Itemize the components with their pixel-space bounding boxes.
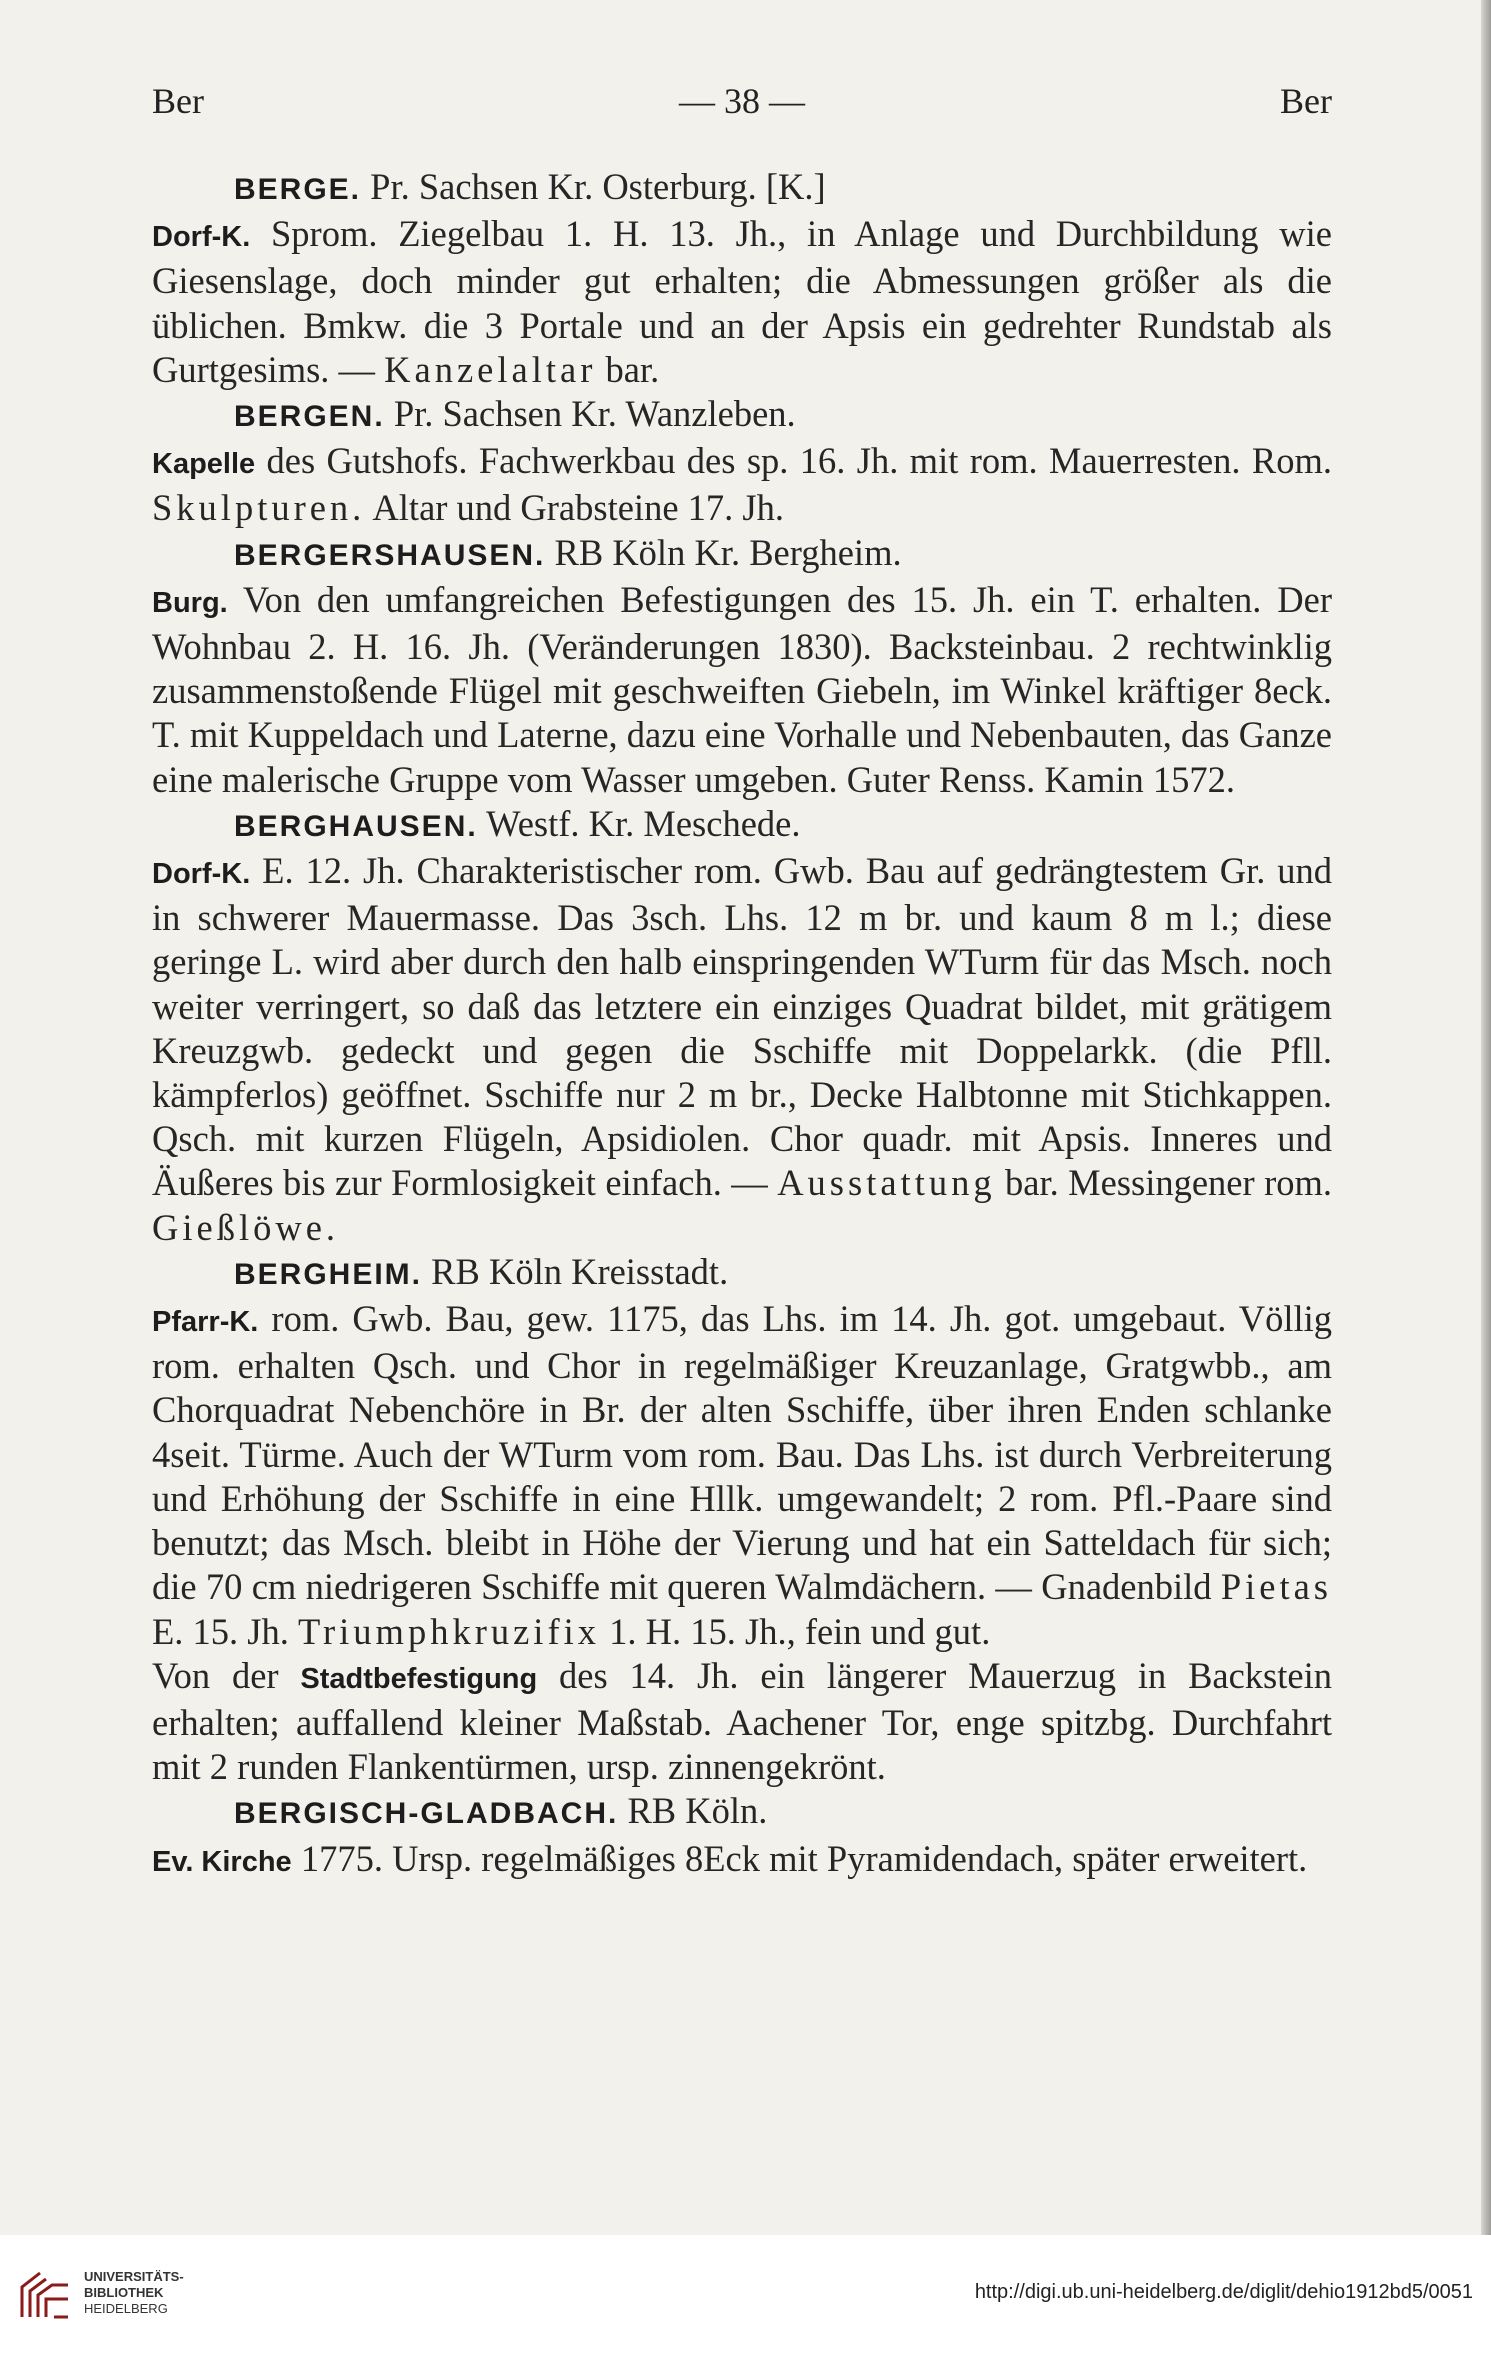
entry-heading	[152, 1789, 1332, 1836]
place-name: BERGERSHAUSEN.	[234, 538, 546, 572]
place-location: RB Köln Kr. Bergheim.	[545, 531, 902, 573]
entry-paragraph	[152, 439, 1332, 530]
place-name: BERGISCH-GLADBACH.	[234, 1797, 619, 1831]
text-run: Altar und Grabsteine 17. Jh.	[365, 487, 784, 529]
footer-bar	[0, 2235, 1491, 2353]
library-logo-icon	[16, 2265, 74, 2323]
library-line: HEIDELBERG	[84, 2301, 168, 2316]
building-name: Burg.	[152, 586, 228, 619]
spaced-term: Pietas	[1220, 1566, 1332, 1608]
spaced-term: Skulpturen.	[152, 487, 366, 529]
entry-paragraph	[152, 849, 1332, 1250]
text-run: 1. H. 15. Jh., fein und gut.	[600, 1610, 991, 1652]
entry-paragraph	[152, 1654, 1332, 1790]
entries-body	[152, 165, 1332, 1884]
library-name	[84, 2269, 184, 2317]
spaced-term: Kanzelaltar	[384, 348, 597, 390]
spaced-term: Gießlöwe.	[152, 1206, 340, 1248]
place-location: RB Köln.	[618, 1790, 768, 1832]
text-run: bar.	[596, 348, 660, 390]
building-name: Dorf-K.	[152, 858, 251, 891]
entry-paragraph	[152, 1297, 1332, 1654]
text-run: 1775. Ursp. regelmäßiges 8Eck mit Pyramidendach, später erweitert.	[291, 1837, 1308, 1879]
building-name: Stadtbefestigung	[300, 1662, 538, 1695]
building-name: Pfarr-K.	[152, 1306, 259, 1339]
place-name: BERGEN.	[234, 400, 385, 434]
building-name: Kapelle	[152, 448, 256, 481]
entry-heading	[152, 1250, 1332, 1297]
text-run: Von der	[152, 1654, 301, 1696]
entry-heading	[152, 531, 1332, 578]
entry-heading	[152, 165, 1332, 212]
entry-paragraph	[152, 1837, 1332, 1884]
place-name: BERGHAUSEN.	[234, 809, 478, 843]
text-run: des Gutshofs. Fachwerkbau des sp. 16. Jh. mit rom. Mauerresten. Rom.	[255, 440, 1332, 482]
library-line: UNIVERSITÄTS-	[84, 2269, 184, 2284]
text-run: E. 15. Jh.	[152, 1610, 298, 1652]
page-number: — 38 —	[679, 81, 805, 121]
building-name: Ev. Kirche	[152, 1845, 292, 1878]
text-run: rom. Gwb. Bau, gew. 1175, das Lhs. im 14. Jh. got. umgebaut. Völlig rom. erhalten Qsch. und Chor in regelmäßiger Kreuzanlage, Gratgwbb., am Chorquadrat Nebenchöre in Br. der alten Sschiffe, über ihren Enden schlanke 4seit. Türme. Auch der WTurm vom rom. Bau. Das Lhs. ist durch Verbreiterung und Erhöhung der Sschiffe in eine Hllk. umgewandelt; 2 rom. Pfl.-Paare sind benutzt; das Msch. bleibt in Höhe der Vierung und hat ein Satteldach für sich; die 70 cm niedrigeren Sschiffe mit queren Walmdächern. — Gnadenbild	[152, 1298, 1332, 1608]
spaced-term: Ausstattung	[777, 1162, 996, 1204]
text-run: E. 12. Jh. Charakteristischer rom. Gwb. Bau auf gedrängtestem Gr. und in schwerer Mauermasse. Das 3sch. Lhs. 12 m br. und kaum 8 m l.; diese geringe L. wird aber durch den halb einspringenden WTurm für das Msch. noch weiter verringert, so daß das letztere ein einziges Quadrat bildet, mit grätigem Kreuzgwb. gedeckt und gegen die Sschiffe mit Doppelarkk. (die Pfll. kämpferlos) geöffnet. Sschiffe nur 2 m br., Decke Halbtonne mit Stichkappen. Qsch. mit kurzen Flügeln, Apsidiolen. Chor quadr. mit Apsis. Inneres und Äußeres bis zur Formlosigkeit einfach. —	[152, 850, 1332, 1204]
entry-paragraph	[152, 578, 1332, 802]
text-run: Von den umfangreichen Befestigungen des 15. Jh. ein T. erhalten. Der Wohnbau 2. H. 16. Jh. (Veränderungen 1830). Backsteinbau. 2 rechtwinklig zusammenstoßende Flügel mit geschweiften Giebeln, im Winkel kräftiger 8eck. T. mit Kuppeldach und Laterne, dazu eine Vorhalle und Nebenbauten, das Ganze eine malerische Gruppe vom Wasser umgeben. Guter Renss. Kamin 1572.	[152, 578, 1332, 800]
source-url-link[interactable]: http://digi.ub.uni-heidelberg.de/diglit/dehio1912bd5/0051	[974, 2281, 1473, 2303]
running-head-right: Ber	[1280, 81, 1332, 121]
library-line: BIBLIOTHEK	[84, 2285, 164, 2300]
entry-heading	[152, 392, 1332, 439]
running-head-left: Ber	[152, 81, 204, 121]
spaced-term: Triumphkruzifix	[298, 1610, 600, 1652]
place-name: BERGE.	[234, 173, 362, 206]
place-location: RB Köln Kreisstadt.	[422, 1250, 729, 1292]
place-location: Pr. Sachsen Kr. Wanzleben.	[384, 393, 796, 435]
building-name: Dorf-K.	[152, 221, 251, 254]
place-location: Westf. Kr. Meschede.	[477, 802, 801, 844]
text-run: Sprom. Ziegelbau 1. H. 13. Jh., in Anlage und Durchbildung wie Giesenslage, doch minder gut erhalten; die Abmessungen größer als die üblichen. Bmkw. die 3 Portale und an der Apsis ein gedrehter Rundstab als Gurtgesims. —	[152, 213, 1332, 390]
place-name: BERGHEIM.	[234, 1257, 423, 1291]
text-run: des 14. Jh. ein längerer Mauerzug in Backstein erhalten; auffallend kleiner Maßstab. Aachener Tor, enge spitzbg. Durchfahrt mit 2 runden Flankentürmen, ursp. zinnengekrönt.	[152, 1654, 1332, 1788]
place-location: Pr. Sachsen Kr. Osterburg. [K.]	[361, 166, 826, 207]
page-header	[152, 80, 1332, 130]
page-edge	[1481, 0, 1491, 2235]
entry-paragraph	[152, 212, 1332, 392]
text-run: bar. Messingener rom.	[995, 1162, 1333, 1204]
entry-heading	[152, 802, 1332, 849]
